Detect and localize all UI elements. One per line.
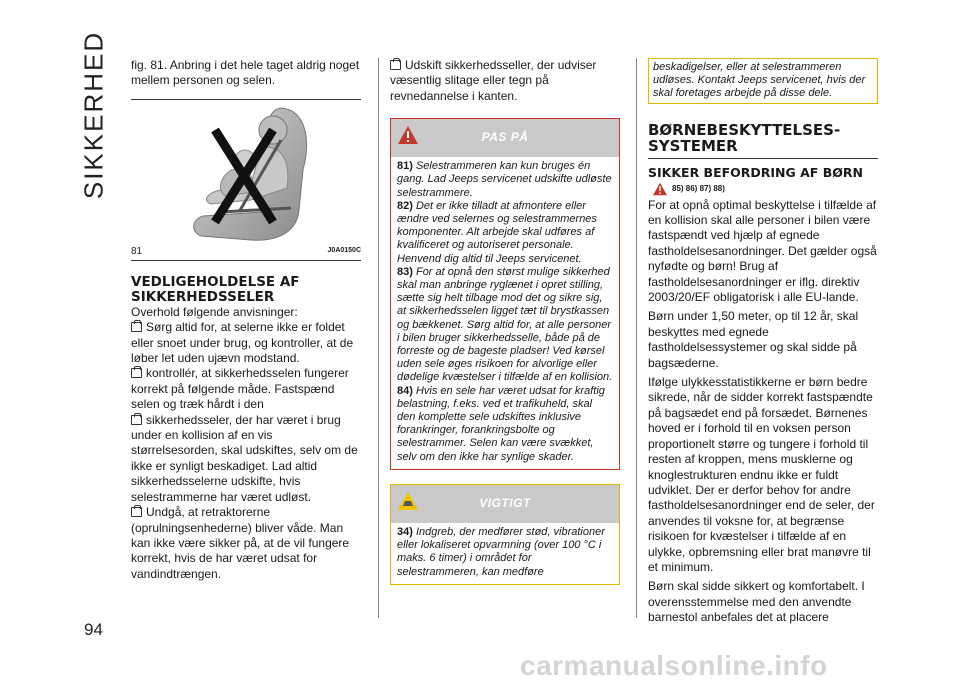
list-item: Sørg altid for, at selerne ikke er foldet eller snoet under brug, og kontroller, at de løber let uden ujævn modstand. bbox=[131, 320, 354, 366]
figure-number: 81 bbox=[131, 245, 143, 257]
bullet-icon bbox=[131, 507, 142, 517]
seat-belt-illustration bbox=[131, 100, 361, 248]
warning-box bbox=[390, 118, 620, 470]
column-divider bbox=[378, 58, 379, 618]
important-title: VIGTIGT bbox=[479, 495, 531, 510]
list-item: Udskift sikkerhedsseller, der udviser væsentlig slitage eller tegn på revnedannelse i kanten. bbox=[390, 58, 597, 103]
page-number: 94 bbox=[84, 620, 103, 639]
bullet-icon bbox=[131, 368, 142, 378]
warning-header bbox=[391, 119, 619, 157]
figure-81 bbox=[131, 100, 361, 248]
warning-item: 82) Det er ikke tilladt at afmontere eller ændre ved selernes og selestrammernes komponenter. Alt arbejde skal udføres af kvalificeret og autoriseret personale. Henvend dig altid til Jeeps servicenet. bbox=[397, 199, 597, 265]
reference-row bbox=[648, 180, 878, 198]
paragraph: Børn under 1,50 meter, op til 12 år, skal beskyttes med egnede fastholdelsessystemer og skal sidde på bagsæderne. bbox=[648, 309, 859, 370]
list-item: kontrollér, at sikkerhedsselen fungerer korrekt på følgende måde. Fastspænd selen og træk hårdt i den bbox=[131, 366, 349, 412]
child-protection-heading: BØRNEBESKYTTELSES-SYSTEMER bbox=[648, 120, 841, 155]
intro-text: Overhold følgende anvisninger: bbox=[131, 304, 298, 319]
warning-item: 81) Selestrammeren kan kun bruges én gang. Lad Jeeps servicenet udskifte udløste selestrammere. bbox=[397, 160, 612, 199]
paragraph: Børn skal sidde sikkert og komfortabelt. I overensstemmelse med den anvendte barnestol anbefales det at placere bbox=[648, 579, 865, 625]
important-box bbox=[390, 484, 620, 585]
figure-caption: fig. 81. Anbring i det hele taget aldrig noget mellem personen og selen. bbox=[131, 58, 360, 88]
column-2 bbox=[390, 58, 620, 585]
column-1 bbox=[131, 58, 361, 582]
list-item: sikkerhedsseler, der har været i brug under en kollision af en vis størrelsesorden, skal udskiftes, selv om de ikke er synligt beskadiget. Lad altid sikkerhedsselerne udskifte, hvis selestrammerne har været udløst. bbox=[131, 412, 358, 504]
watermark: carmanualsonline.info bbox=[520, 650, 828, 681]
list-item: Undgå, at retraktorerne (oprulningsenhederne) bliver våde. Man kan ikke være sikker på, at de vil fungere korrekt, hvis de har været udsat for vandindtrængen. bbox=[131, 505, 350, 581]
safe-transport-heading: SIKKER BEFORDRING AF BØRN bbox=[648, 164, 863, 180]
column-3 bbox=[648, 58, 878, 626]
important-continued: beskadigelser, eller at selestrammeren udløses. Kontakt Jeeps servicenet, hvis der skal foretages arbejde på disse dele. bbox=[648, 58, 878, 104]
important-item: 34) Indgreb, der medfører stød, vibrationer eller lokaliseret opvarmning (over 100 °C i maks. 6 timer) i området for selestrammeren, kan medføre bbox=[397, 525, 605, 578]
important-body bbox=[391, 523, 619, 584]
bullet-icon bbox=[131, 415, 142, 425]
figure-label-row bbox=[131, 245, 361, 261]
paragraph: For at opnå optimal beskyttelse i tilfælde af en kollision skal alle personer i bilen være fastspændt ved hjælp af egnede fastholdelsesanordninger. Det gælder også nyfødte og børn! Brug af fastholdelsesanordninger er iflg. direktiv 2003/20/EF obligatorisk i alle EU-lande. bbox=[648, 197, 877, 305]
column-divider bbox=[636, 58, 637, 618]
section-title: SIKKERHED bbox=[78, 30, 109, 200]
warning-triangle-icon bbox=[652, 182, 668, 196]
important-header bbox=[391, 485, 619, 523]
maintenance-heading: VEDLIGEHOLDELSE AF SIKKERHEDSSELER bbox=[131, 273, 300, 305]
paragraph: Ifølge ulykkesstatistikkerne er børn bedre sikrede, når de sidder korrekt fastspændte på bagsædet end på forsædet. Børnenes hoved er i forhold til en voksen person proportionelt større og tungere i forhold til resten af kroppen, mens musklerne og knoglestrukturen endnu ikke er fuldt udviklet. Der er derfor behov for andre fastholdelsesanordninger end de seler, der anvendes til voksne for, at begrænse risikoen for kvæstelser i tilfælde af en ulykke, opbremsning eller brat manøvre til et minimum. bbox=[648, 375, 875, 574]
warning-item: 83) For at opnå den størst mulige sikkerhed skal man anbringe ryglænet i opret stilling, sætte sig helt tilbage mod det og sikre sig, at sikkerhedsselen ligget tæt til brystkassen og bækkenet. Sørg altid for, at alle personer i bilen bruger sikkerhedsselle, både på de forreste og de bageste pladser! Ved kørsel uden sele øges risikoen for alvorlige eller dødelige kvæstelser i tilfælde af en kollision. bbox=[397, 265, 613, 384]
warning-body bbox=[391, 157, 619, 469]
warning-item: 84) Hvis en sele har været udsat for kraftig belastning, f.eks. ved et trafikuheld, skal den komplette sele udskiftes inklusive forankringer, forankringsbolte og selestrammer. Selen kan være svækket, selv om den ikke har synlige skader. bbox=[397, 384, 605, 463]
warning-references: 85) 86) 87) 88) bbox=[672, 183, 725, 193]
figure-code: J0A0150C bbox=[327, 246, 361, 254]
bullet-icon bbox=[131, 322, 142, 332]
bullet-icon bbox=[390, 60, 401, 70]
warning-title: PAS PÅ bbox=[481, 130, 529, 145]
